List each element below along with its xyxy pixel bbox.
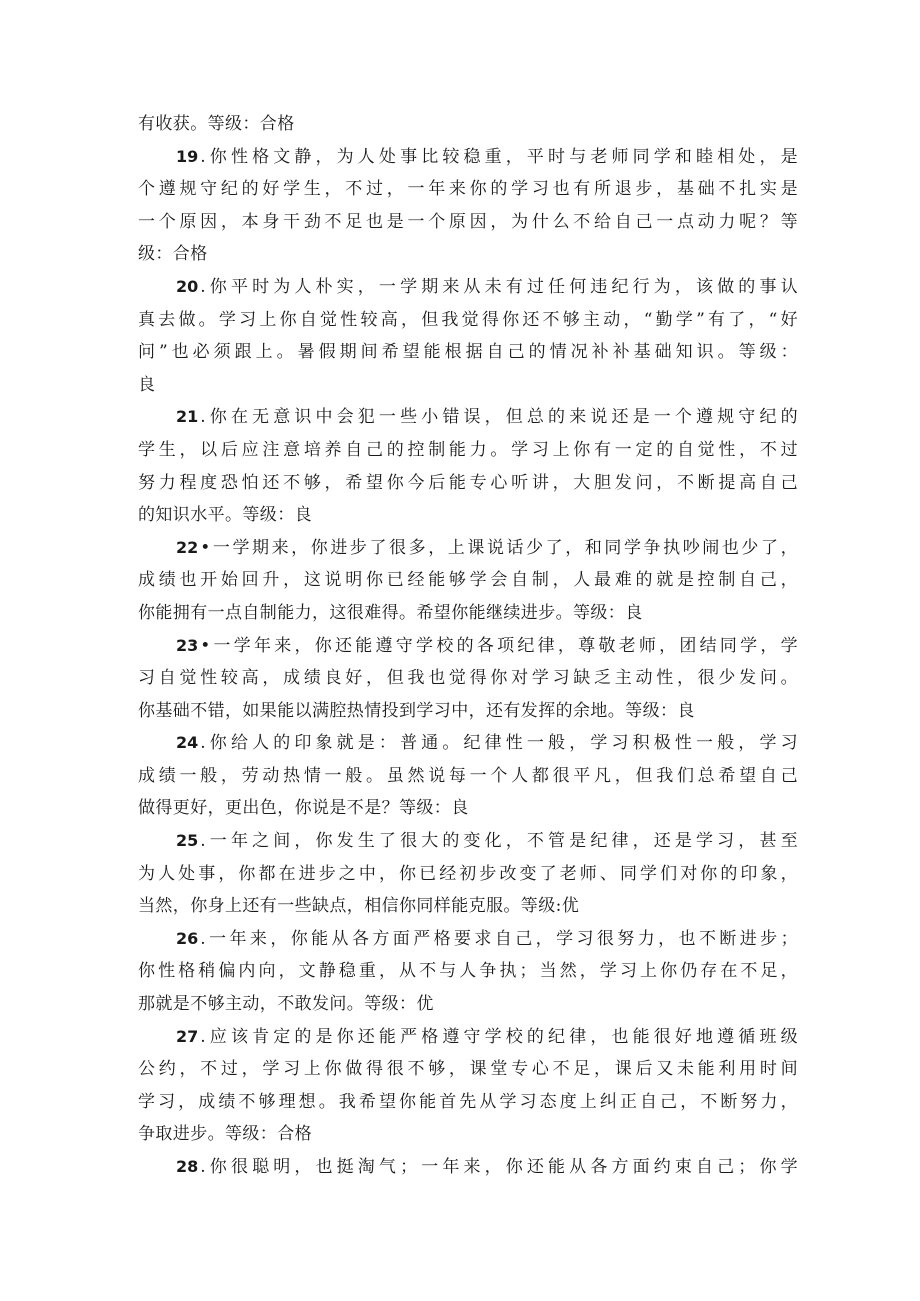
comment-entry-20 xyxy=(138,271,798,401)
comment-entry-25 xyxy=(138,825,798,923)
text-line xyxy=(138,141,798,174)
text-segment: .应该肯定的是你还能严格遵守学校的纪律，也能很好地遵循班级 xyxy=(200,1026,798,1047)
entry-number: 22 xyxy=(176,537,199,557)
comment-entry-21 xyxy=(138,401,798,531)
text-line: 当然，你身上还有一些缺点，相信你同样能克服。等级:优 xyxy=(138,896,580,917)
text-line: 做得更好，更出色，你说是不是？等级：良 xyxy=(138,798,469,819)
text-line: 那就是不够主动，不敢发问。等级：优 xyxy=(138,994,434,1015)
text-line: 努力程度恐怕还不够，希望你今后能专心听讲，大胆发问，不断提高自己 xyxy=(138,472,798,493)
comment-entry-22 xyxy=(138,532,798,630)
text-line: 个遵规守纪的好学生，不过，一年来你的学习也有所退步，基础不扎实是 xyxy=(138,179,798,200)
comment-entry-26 xyxy=(138,923,798,1021)
entry-number: 26 xyxy=(176,928,199,948)
text-line: 争取进步。等级：合格 xyxy=(138,1124,312,1145)
entry-number: 23 xyxy=(176,635,199,655)
comment-entry-28 xyxy=(138,1151,798,1184)
text-line xyxy=(138,923,798,956)
comment-entry-23 xyxy=(138,630,798,728)
text-line: 一个原因，本身干劲不足也是一个原因，为什么不给自己一点动力呢？等 xyxy=(138,211,798,232)
text-segment: .你在无意识中会犯一些小错误，但总的来说还是一个遵规守纪的 xyxy=(200,407,798,428)
text-line: 良 xyxy=(138,374,156,395)
text-line: 级：合格 xyxy=(138,244,208,265)
text-line: 学习，成绩不够理想。我希望你能首先从学习态度上纠正自己，不断努力， xyxy=(138,1091,798,1112)
text-line: 真去做。学习上你自觉性较高，但我觉得你还不够主动，“勤学”有了，“好 xyxy=(138,309,798,330)
text-line: 的知识水平。等级：良 xyxy=(138,505,312,526)
text-line: 你能拥有一点自制能力，这很难得。希望你能继续进步。等级：良 xyxy=(138,602,643,623)
text-line: 问”也必须跟上。暑假期间希望能根据自己的情况补补基础知识。等级： xyxy=(138,342,798,363)
text-line: 你基础不错，如果能以满腔热情投到学习中，还有发挥的余地。等级：良 xyxy=(138,700,695,721)
text-segment: •一学年来，你还能遵守学校的各项纪律，尊敬老师，团结同学，学 xyxy=(200,635,798,656)
text-line xyxy=(138,630,798,663)
entry-number: 19 xyxy=(176,146,199,166)
text-line: 成绩一般，劳动热情一般。虽然说每一个人都很平凡，但我们总希望自己 xyxy=(138,765,798,786)
text-line: 成绩也开始回升，这说明你已经能够学会自制，人最难的就是控制自己， xyxy=(138,570,798,591)
text-line xyxy=(138,271,798,304)
comment-entry-19 xyxy=(138,141,798,271)
text-line xyxy=(138,532,798,565)
text-segment: .一年之间，你发生了很大的变化，不管是纪律，还是学习，甚至 xyxy=(200,831,798,852)
entry-number: 21 xyxy=(176,407,199,427)
entry-number: 24 xyxy=(176,733,199,753)
text-line xyxy=(138,1151,798,1184)
entry-number: 28 xyxy=(176,1157,199,1176)
text-segment: .你很聪明，也挺淘气；一年来，你还能从各方面约束自己；你学 xyxy=(200,1157,798,1177)
text-segment: .你给人的印象就是：普通。纪律性一般，学习积极性一般，学习 xyxy=(200,733,798,754)
comment-entry-27 xyxy=(138,1021,798,1151)
text-line: 你性格稍偏内向，文静稳重，从不与人争执；当然，学习上你仍存在不足， xyxy=(138,961,798,982)
comment-entry-24 xyxy=(138,727,798,825)
text-line: 公约，不过，学习上你做得很不够，课堂专心不足，课后又未能利用时间 xyxy=(138,1059,798,1080)
document-page xyxy=(138,108,798,1184)
opening-fragment xyxy=(138,108,798,141)
text-line: 习自觉性较高，成绩良好，但我也觉得你对学习缺乏主动性，很少发问。 xyxy=(138,668,798,689)
entry-number: 25 xyxy=(176,831,199,851)
text-line: 学生，以后应注意培养自己的控制能力。学习上你有一定的自觉性，不过 xyxy=(138,439,798,460)
text-line xyxy=(138,1021,798,1054)
text-segment: •一学期来，你进步了很多，上课说话少了，和同学争执吵闹也少了， xyxy=(200,537,798,558)
text-line xyxy=(138,727,798,760)
text-segment: .你性格文静，为人处事比较稳重，平时与老师同学和睦相处，是 xyxy=(200,146,798,167)
text-segment: .一年来，你能从各方面严格要求自己，学习很努力，也不断进步； xyxy=(200,928,798,949)
text-line: 有收获。等级：合格 xyxy=(138,114,295,134)
text-line xyxy=(138,825,798,858)
entry-number: 20 xyxy=(176,276,199,296)
text-segment: .你平时为人朴实，一学期来从未有过任何违纪行为，该做的事认 xyxy=(200,276,798,297)
entry-number: 27 xyxy=(176,1026,199,1046)
text-line xyxy=(138,401,798,434)
text-line: 为人处事，你都在进步之中，你已经初步改变了老师、同学们对你的印象， xyxy=(138,863,798,884)
